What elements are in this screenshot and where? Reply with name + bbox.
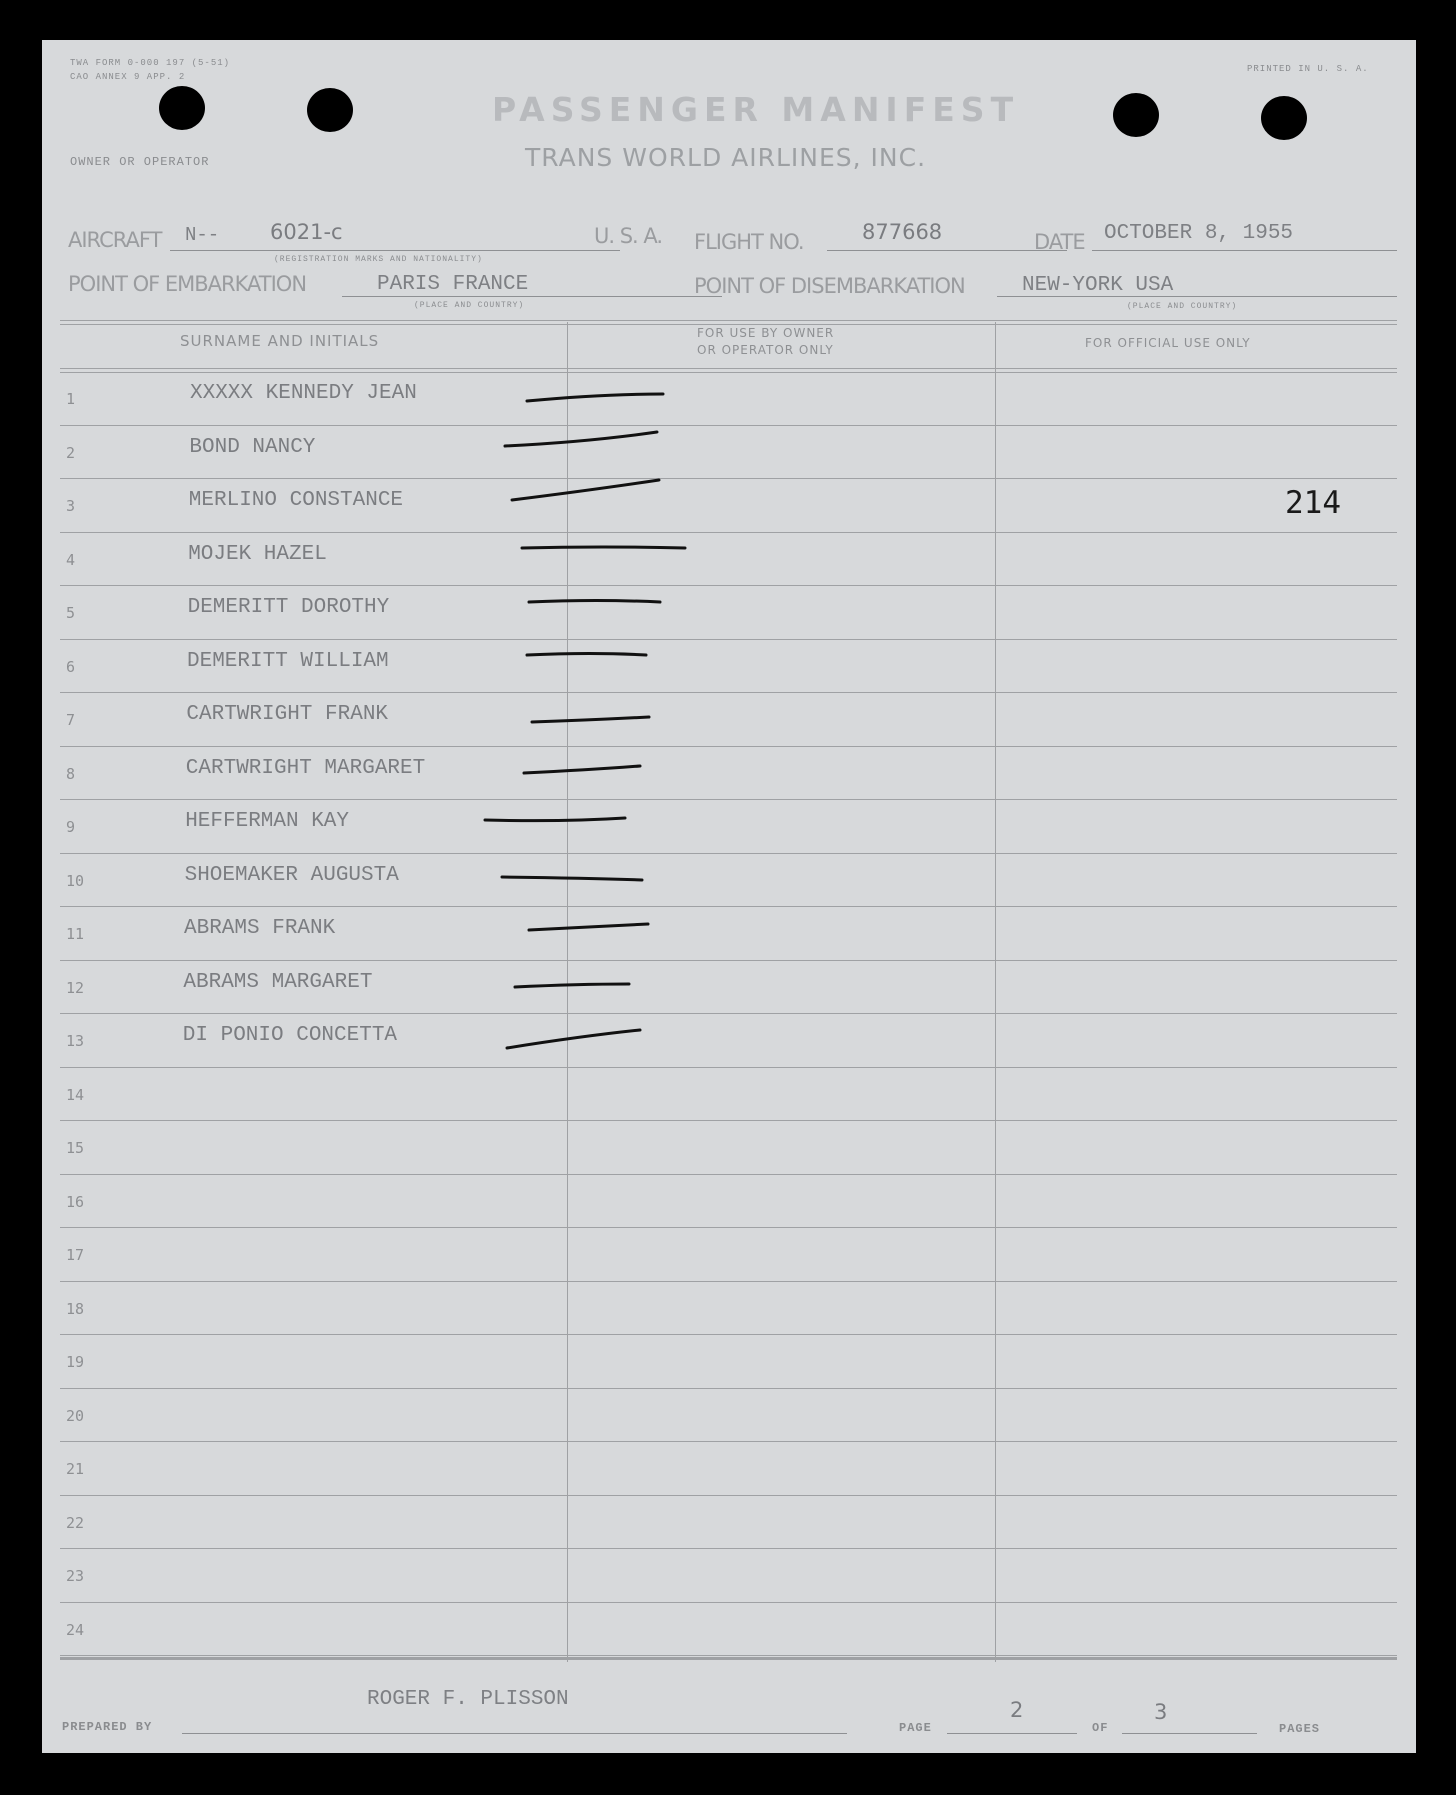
row-number: 12 xyxy=(66,978,85,997)
passenger-name: HEFFERMAN KAY xyxy=(185,810,350,833)
row-number: 8 xyxy=(66,764,76,783)
passenger-name: DEMERITT DOROTHY xyxy=(187,596,390,619)
row-number: 13 xyxy=(66,1032,85,1050)
page-number: 2 xyxy=(1010,1698,1024,1722)
row-number: 21 xyxy=(66,1460,85,1478)
flight-label: FLIGHT NO. xyxy=(694,230,804,254)
of-underline xyxy=(1122,1733,1257,1734)
passenger-name: SHOEMAKER AUGUSTA xyxy=(184,863,399,887)
col-owner-use-1: FOR USE BY OWNER xyxy=(697,326,835,340)
manifest-sheet xyxy=(42,40,1416,1753)
row-number: 7 xyxy=(66,711,76,729)
passenger-name: ABRAMS FRANK xyxy=(184,917,336,940)
check-marks xyxy=(42,40,1416,1753)
flight-number: 877668 xyxy=(862,220,943,244)
row-number: 20 xyxy=(66,1406,85,1425)
row-number: 10 xyxy=(66,871,85,890)
row-number: 14 xyxy=(66,1085,85,1104)
row-number: 15 xyxy=(66,1139,85,1157)
official-use-value: 214 xyxy=(1285,485,1341,521)
passenger-name: BOND NANCY xyxy=(189,435,316,459)
row-number: 3 xyxy=(66,497,76,515)
form-number: TWA FORM 0-000 197 (5-51) xyxy=(70,58,231,68)
page-label: PAGE xyxy=(899,1721,932,1735)
row-number: 23 xyxy=(66,1567,85,1585)
embarkation-note: (PLACE AND COUNTRY) xyxy=(414,301,525,310)
usa-label: U. S. A. xyxy=(594,224,663,248)
col-official-use: FOR OFFICIAL USE ONLY xyxy=(1085,336,1251,350)
owner-label: OWNER OR OPERATOR xyxy=(70,155,210,169)
of-label: OF xyxy=(1092,1721,1109,1735)
row-number: 2 xyxy=(66,443,76,462)
row-number: 16 xyxy=(66,1192,85,1211)
row-number: 4 xyxy=(66,550,76,569)
row-number: 11 xyxy=(66,925,85,943)
row-number: 24 xyxy=(66,1620,85,1639)
row-number: 18 xyxy=(66,1299,85,1318)
prepared-underline xyxy=(182,1733,847,1734)
aircraft-label: AIRCRAFT xyxy=(68,228,162,252)
row-number: 5 xyxy=(66,604,76,622)
embarkation-label: POINT OF EMBARKATION xyxy=(68,272,307,296)
disembarkation-note: (PLACE AND COUNTRY) xyxy=(1127,302,1238,311)
passenger-name: MERLINO CONSTANCE xyxy=(188,489,404,512)
row-number: 6 xyxy=(66,657,76,676)
disembarkation-label: POINT OF DISEMBARKATION xyxy=(694,274,965,298)
passenger-name: DEMERITT WILLIAM xyxy=(187,649,389,673)
date-label: DATE xyxy=(1034,230,1085,254)
form-annex: CAO ANNEX 9 APP. 2 xyxy=(70,72,186,82)
passenger-name: DI PONIO CONCETTA xyxy=(182,1024,398,1047)
row-number: 9 xyxy=(66,818,76,836)
embarkation-place: PARIS FRANCE xyxy=(377,273,529,296)
aircraft-number: 6021-c xyxy=(270,220,343,244)
row-number: 19 xyxy=(66,1353,85,1371)
col-owner-use-2: OR OPERATOR ONLY xyxy=(697,343,834,357)
row-number: 17 xyxy=(66,1246,85,1264)
form-title: PASSENGER MANIFEST xyxy=(492,90,1020,129)
aircraft-prefix: N-- xyxy=(185,224,220,246)
disembarkation-place: NEW-YORK USA xyxy=(1022,274,1174,297)
pages-label: PAGES xyxy=(1279,1722,1321,1736)
page-underline xyxy=(947,1733,1077,1734)
row-number: 22 xyxy=(66,1513,85,1532)
passenger-name: MOJEK HAZEL xyxy=(188,542,327,566)
prepared-label: PREPARED BY xyxy=(62,1720,153,1734)
passenger-name: ABRAMS MARGARET xyxy=(183,970,373,994)
passenger-name: CARTWRIGHT MARGARET xyxy=(185,756,426,780)
passenger-name: XXXXX KENNEDY JEAN xyxy=(190,382,417,405)
registration-note: (REGISTRATION MARKS AND NATIONALITY) xyxy=(274,255,483,264)
printed-note: PRINTED IN U. S. A. xyxy=(1247,64,1369,74)
flight-date: OCTOBER 8, 1955 xyxy=(1104,222,1294,245)
airline-name: TRANS WORLD AIRLINES, INC. xyxy=(525,143,927,172)
prepared-by: ROGER F. PLISSON xyxy=(367,1688,569,1711)
passenger-name: CARTWRIGHT FRANK xyxy=(186,703,389,726)
row-number: 1 xyxy=(66,390,76,408)
page-total: 3 xyxy=(1154,1700,1168,1724)
col-surname: SURNAME AND INITIALS xyxy=(180,332,380,350)
